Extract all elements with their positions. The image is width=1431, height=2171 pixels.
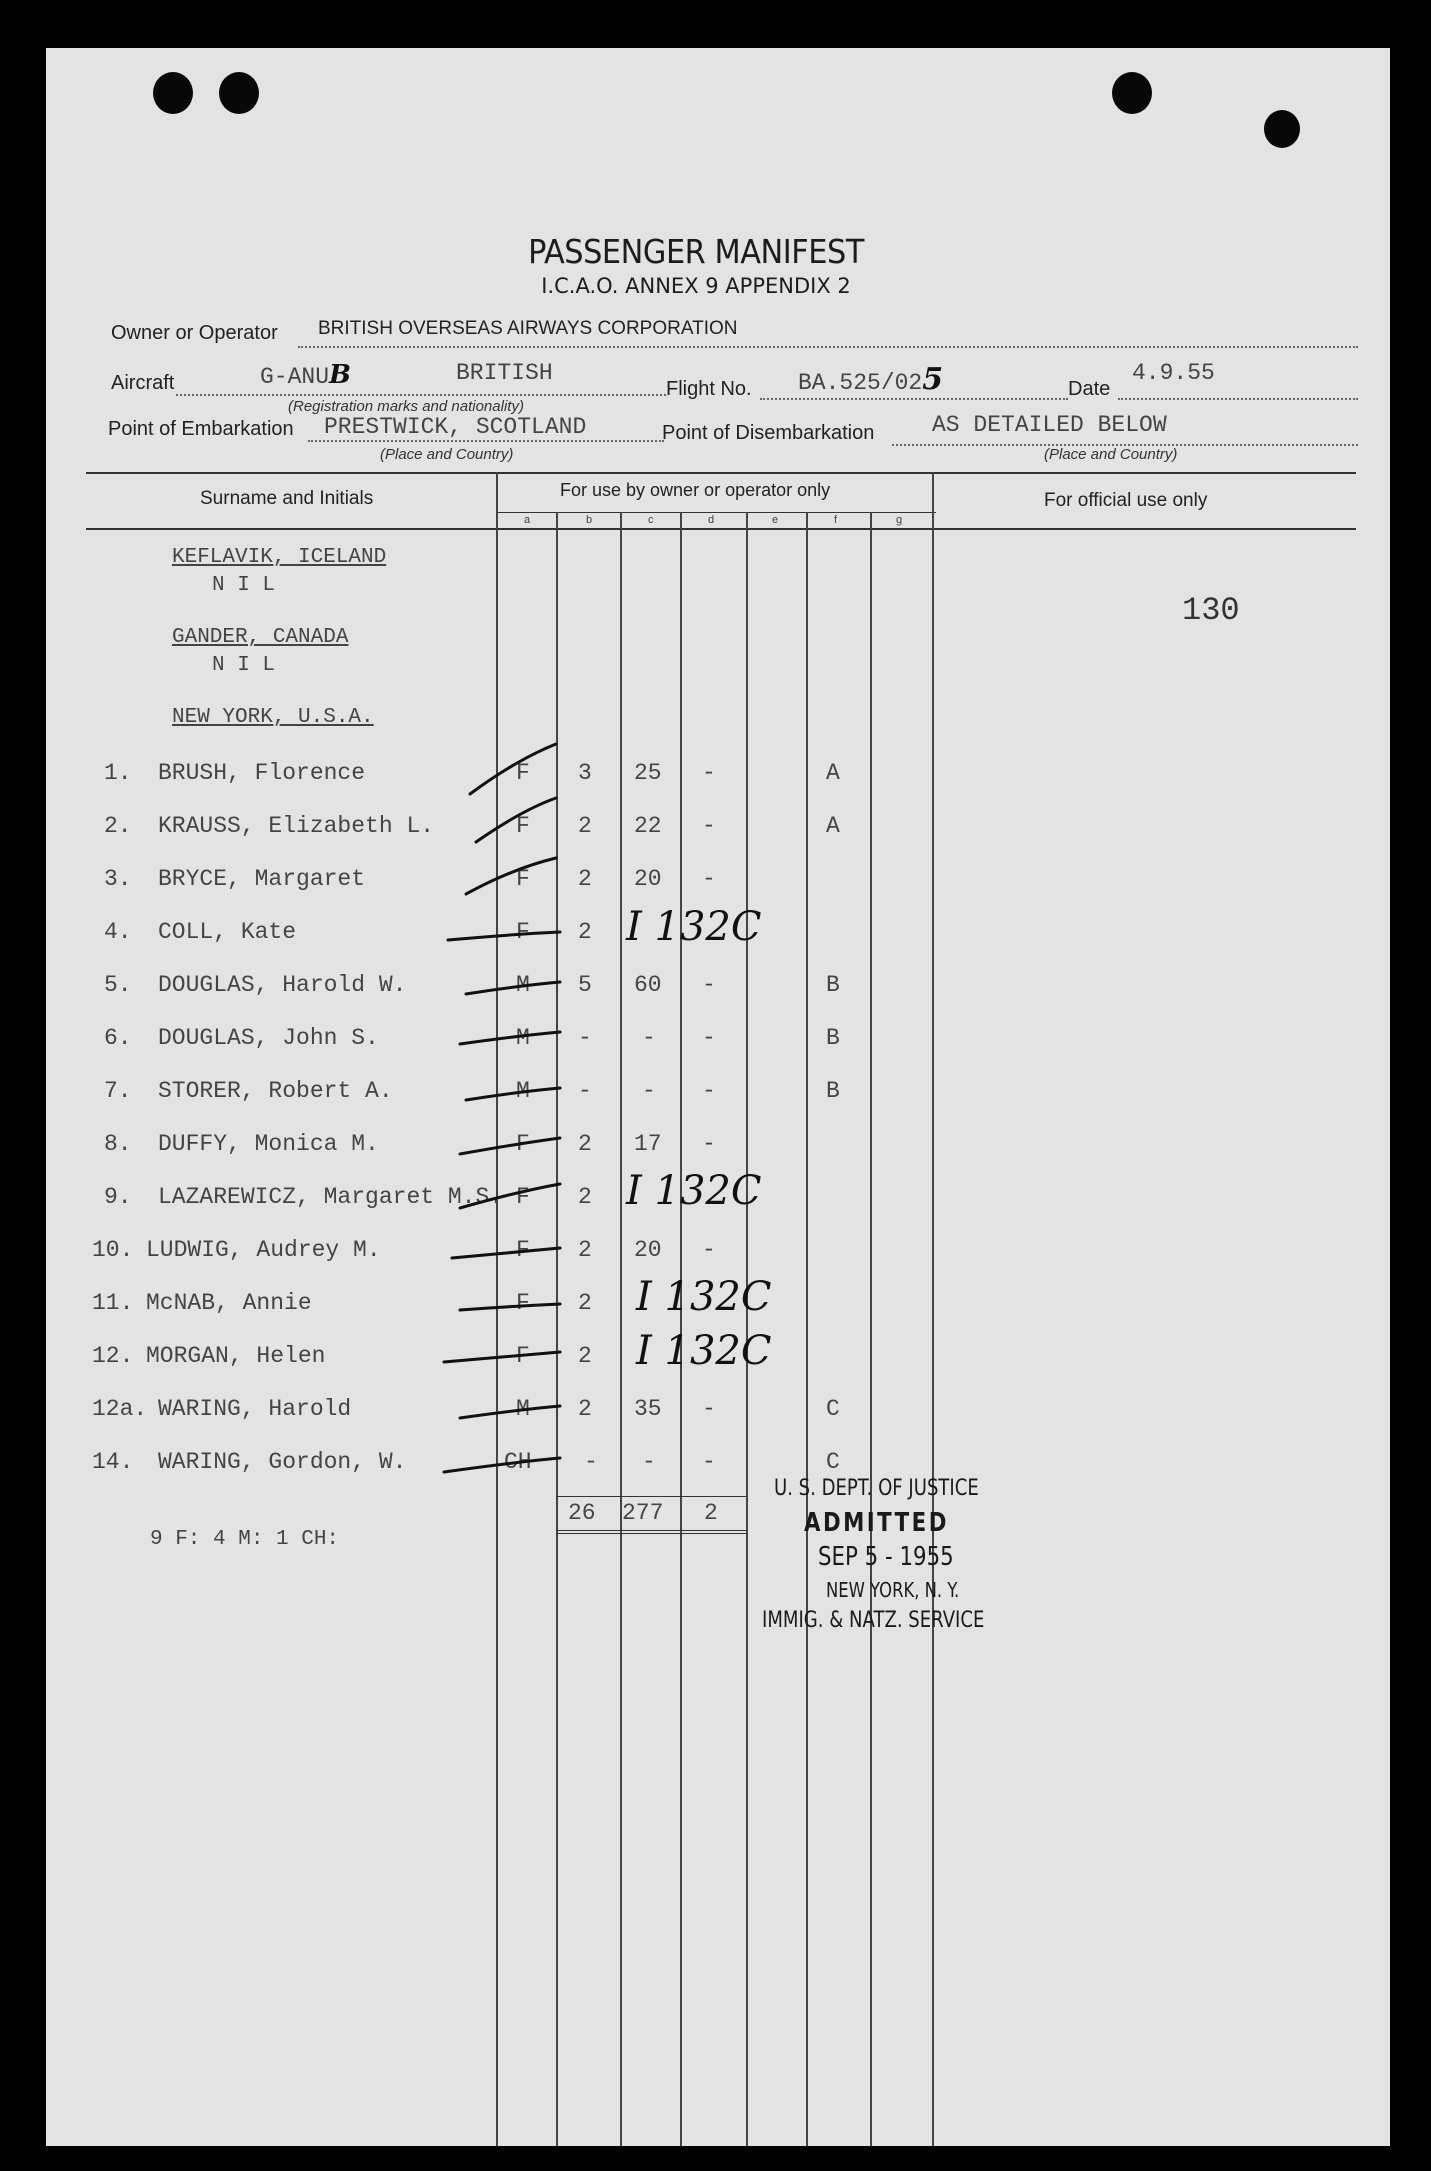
- col-a: F: [516, 919, 530, 945]
- handwritten-annotation: I 132C: [626, 904, 762, 950]
- row-number: 3.: [104, 866, 132, 892]
- col-c: -: [642, 1449, 656, 1475]
- owner-use-header: For use by owner or operator only: [560, 480, 831, 500]
- total-c: 277: [622, 1500, 664, 1526]
- col-d: -: [702, 1449, 716, 1475]
- row-number: 5.: [104, 972, 132, 998]
- col-a: M: [516, 972, 530, 998]
- col-a: M: [516, 1078, 530, 1104]
- total-d: 2: [704, 1500, 718, 1526]
- row-number: 12a.: [92, 1396, 148, 1422]
- passenger-name: DUFFY, Monica M.: [158, 1131, 379, 1157]
- row-number: 9.: [104, 1184, 132, 1210]
- tick-mark: [470, 744, 556, 794]
- col-d: -: [702, 1131, 716, 1157]
- passenger-name: BRUSH, Florence: [158, 760, 366, 786]
- col-c: 60: [634, 972, 662, 998]
- col-b: 3: [578, 760, 592, 786]
- row-number: 6.: [104, 1025, 132, 1051]
- col-f: C: [826, 1449, 840, 1475]
- surname-column-header: Surname and Initials: [200, 488, 374, 509]
- tick-mark: [460, 1304, 560, 1310]
- tick-mark: [460, 1406, 560, 1418]
- stamp-department: U. S. DEPT. OF JUSTICE: [774, 1476, 979, 1501]
- col-a: M: [516, 1025, 530, 1051]
- col-c: -: [642, 1078, 656, 1104]
- passenger-name: LUDWIG, Audrey M.: [146, 1237, 381, 1263]
- col-c: 35: [634, 1396, 662, 1422]
- row-number: 4.: [104, 919, 132, 945]
- document-title: PASSENGER MANIFEST: [528, 232, 864, 271]
- col-a: F: [516, 1290, 530, 1316]
- col-f: B: [826, 1025, 840, 1051]
- official-number: 130: [1182, 592, 1240, 629]
- stamp-admitted: ADMITTED: [804, 1508, 949, 1538]
- col-c: -: [642, 1025, 656, 1051]
- stamp-date: SEP 5 - 1955: [818, 1542, 954, 1572]
- handwritten-annotation: I 132C: [636, 1328, 772, 1374]
- row-number: 12.: [92, 1343, 134, 1369]
- embarkation-value: PRESTWICK, SCOTLAND: [324, 414, 587, 440]
- col-d: -: [702, 813, 716, 839]
- embarkation-place-note: (Place and Country): [380, 446, 514, 463]
- row-number: 10.: [92, 1237, 134, 1263]
- stop-note: N I L: [212, 574, 276, 597]
- passenger-name: McNAB, Annie: [146, 1290, 312, 1316]
- col-c: 20: [634, 866, 662, 892]
- col-a: CH: [504, 1449, 532, 1475]
- col-d: -: [702, 972, 716, 998]
- col-a: F: [516, 1343, 530, 1369]
- tick-mark: [448, 932, 560, 940]
- stop-place: KEFLAVIK, ICELAND: [172, 546, 387, 569]
- tick-mark: [466, 1088, 560, 1100]
- col-d: -: [702, 1078, 716, 1104]
- official-use-header: For official use only: [1044, 490, 1208, 511]
- registration-note: (Registration marks and nationality): [288, 398, 524, 415]
- flight-label: Flight No.: [666, 378, 752, 400]
- col-b: 2: [578, 919, 592, 945]
- aircraft-registration: G-ANUB: [260, 360, 351, 390]
- stop-note: N I L: [212, 654, 276, 677]
- col-a: F: [516, 1184, 530, 1210]
- totals-rule: [556, 1496, 746, 1497]
- col-d: -: [702, 1396, 716, 1422]
- col-a: F: [516, 1237, 530, 1263]
- owner-label: Owner or Operator: [111, 322, 278, 344]
- col-b: 2: [578, 1343, 592, 1369]
- col-d: -: [702, 866, 716, 892]
- aircraft-nationality: BRITISH: [456, 360, 553, 386]
- col-f: B: [826, 1078, 840, 1104]
- stamp-service: IMMIG. & NATZ. SERVICE: [762, 1608, 985, 1633]
- col-c: 17: [634, 1131, 662, 1157]
- col-b: 2: [578, 813, 592, 839]
- passenger-name: STORER, Robert A.: [158, 1078, 393, 1104]
- passenger-name: KRAUSS, Elizabeth L.: [158, 813, 435, 839]
- row-number: 8.: [104, 1131, 132, 1157]
- stamp-city: NEW YORK, N. Y.: [826, 1578, 960, 1602]
- tick-mark: [444, 1458, 560, 1472]
- col-b: 2: [578, 1131, 592, 1157]
- row-number: 7.: [104, 1078, 132, 1104]
- totals-double-rule: [556, 1530, 746, 1534]
- col-b: 2: [578, 1290, 592, 1316]
- col-f: A: [826, 813, 840, 839]
- stop-place: GANDER, CANADA: [172, 626, 349, 649]
- col-f: B: [826, 972, 840, 998]
- row-number: 11.: [92, 1290, 134, 1316]
- column-letters: a b c d e f g: [524, 514, 903, 526]
- col-b: 2: [578, 1237, 592, 1263]
- disembarkation-place-note: (Place and Country): [1044, 446, 1178, 463]
- tick-mark: [466, 858, 556, 894]
- handwritten-tick-marks: [46, 48, 1390, 2146]
- date-value: 4.9.55: [1132, 360, 1215, 386]
- col-d: -: [702, 1237, 716, 1263]
- tick-mark: [460, 1184, 560, 1208]
- date-label: Date: [1068, 378, 1111, 400]
- col-a: F: [516, 1131, 530, 1157]
- col-a: M: [516, 1396, 530, 1422]
- col-c: 25: [634, 760, 662, 786]
- passenger-name: WARING, Gordon, W.: [158, 1449, 407, 1475]
- manifest-page: [46, 48, 1390, 2146]
- total-b: 26: [568, 1500, 596, 1526]
- col-b: -: [584, 1449, 598, 1475]
- passenger-name: BRYCE, Margaret: [158, 866, 366, 892]
- tick-mark: [444, 1352, 560, 1362]
- embarkation-label: Point of Embarkation: [108, 418, 294, 440]
- passenger-summary: 9 F: 4 M: 1 CH:: [150, 1528, 340, 1551]
- col-b: 2: [578, 1184, 592, 1210]
- col-d: -: [702, 1025, 716, 1051]
- stop-place: NEW YORK, U.S.A.: [172, 706, 374, 729]
- document-subtitle: I.C.A.O. ANNEX 9 APPENDIX 2: [541, 274, 851, 298]
- col-a: F: [516, 813, 530, 839]
- row-number: 14.: [92, 1449, 134, 1475]
- handwritten-annotation: I 132C: [626, 1168, 762, 1214]
- disembarkation-label: Point of Disembarkation: [662, 422, 875, 444]
- col-f: A: [826, 760, 840, 786]
- col-b: -: [578, 1078, 592, 1104]
- tick-mark: [466, 982, 560, 994]
- aircraft-label: Aircraft: [111, 372, 175, 394]
- passenger-name: COLL, Kate: [158, 919, 297, 945]
- flight-number: BA.525/025: [798, 362, 944, 397]
- owner-value: BRITISH OVERSEAS AIRWAYS CORPORATION: [318, 318, 738, 339]
- col-a: F: [516, 760, 530, 786]
- col-a: F: [516, 866, 530, 892]
- col-c: 20: [634, 1237, 662, 1263]
- passenger-name: DOUGLAS, Harold W.: [158, 972, 407, 998]
- passenger-name: DOUGLAS, John S.: [158, 1025, 379, 1051]
- tick-mark: [460, 1138, 560, 1154]
- tick-mark: [452, 1248, 560, 1258]
- passenger-name: WARING, Harold: [158, 1396, 352, 1422]
- col-b: 5: [578, 972, 592, 998]
- col-d: -: [702, 760, 716, 786]
- handwritten-annotation: I 132C: [636, 1274, 772, 1320]
- passenger-name: LAZAREWICZ, Margaret M.S.: [158, 1184, 504, 1210]
- row-number: 2.: [104, 813, 132, 839]
- col-b: 2: [578, 866, 592, 892]
- disembarkation-value: AS DETAILED BELOW: [932, 412, 1167, 438]
- col-b: 2: [578, 1396, 592, 1422]
- tick-mark: [460, 1032, 560, 1044]
- col-c: 22: [634, 813, 662, 839]
- row-number: 1.: [104, 760, 132, 786]
- tick-mark: [476, 798, 556, 842]
- col-b: -: [578, 1025, 592, 1051]
- passenger-name: MORGAN, Helen: [146, 1343, 326, 1369]
- col-f: C: [826, 1396, 840, 1422]
